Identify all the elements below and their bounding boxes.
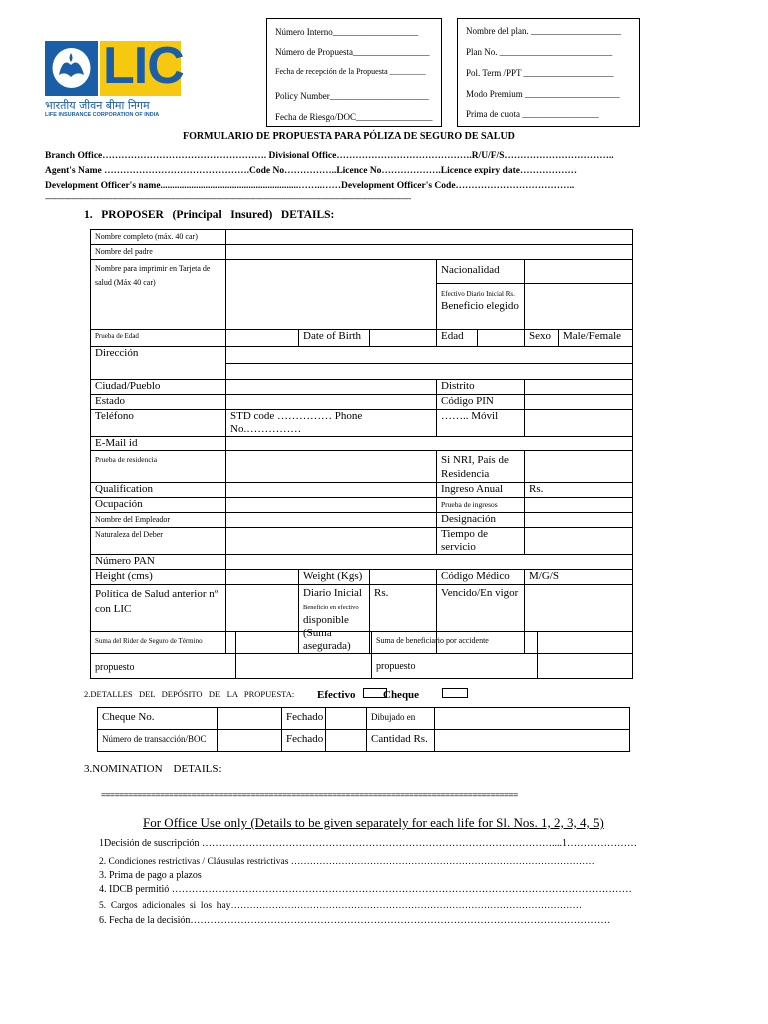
office-use-heading: For Office Use only (Details to be given separately for each life for Sl. Nos. 1, 2, 3, 4, 5) [143,815,604,830]
label-qualification: Qualification [91,483,226,498]
label-weight: Weight (Kgs) [299,570,370,585]
dashed-divider: ------------------------------------------------------------------------------------------------------------------------------------------------------------------------- [45,194,411,203]
label-transaccion: Número de transacción/BOC [98,730,218,752]
input-naturaleza[interactable] [226,528,437,555]
label-email: E-Mail id [91,437,226,451]
label-telefono: Teléfono [91,410,226,437]
office-item-3[interactable]: 3. Prima de pago a plazos [99,870,202,881]
input-prueba-residencia[interactable] [226,451,437,483]
development-officer-line[interactable]: Development Officer's name..........................................................……..……Development Officer's Code……………………………….. [45,181,575,191]
office-reference-box [266,18,442,127]
deposit-table [97,707,630,752]
input-designacion[interactable] [525,513,633,528]
label-empleador: Nombre del Empleador [91,513,226,528]
input-empleador[interactable] [226,513,437,528]
label-dob: Date of Birth [299,330,370,347]
prima-cuota-field[interactable]: Prima de cuota _________________ [466,109,599,119]
label-distrito: Distrito [437,380,525,395]
input-estado[interactable] [226,395,437,410]
hands-lamp-icon [49,45,94,92]
office-item-5[interactable]: 5. Cargos adicionales si los hay………………………………………………………………………………………………… [99,901,582,911]
input-fechado[interactable] [326,708,367,730]
label-dibujado: Dibujado en [367,708,435,730]
policy-number-field[interactable]: Policy Number______________________ [275,91,429,101]
input-efectivo-diario[interactable] [525,284,633,330]
pol-term-field[interactable]: Pol. Term /PPT ____________________ [466,68,614,78]
label-sexo: Sexo [525,330,559,347]
fecha-riesgo-field[interactable]: Fecha de Riesgo/DOC_________________ [275,112,433,122]
label-edad: Edad [437,330,478,347]
label-prueba-residencia: Prueba de residencia [91,451,226,483]
logo-hindi-text: भारतीय जीवन बीमा निगम [45,99,150,112]
input-tiempo-servicio[interactable] [525,528,633,555]
input-distrito[interactable] [525,380,633,395]
label-designacion: Designación [437,513,525,528]
input-prueba-edad[interactable] [226,330,299,347]
numero-interno-field[interactable]: Número Interno___________________ [275,27,419,37]
input-prueba-ingresos[interactable] [525,498,633,513]
input-dibujado[interactable] [435,708,630,730]
label-rider: Suma del Rider de Seguro de Término propuesto [91,632,236,679]
label-diario-inicial: Diario Inicial Beneficio en efectivo disponible (Suma asegurada) [299,585,370,654]
agent-name-line[interactable]: Agent's Name ……………………………………….Code No……………..Licence No……………….Licence expiry date……………… [45,166,577,176]
nombre-plan-field[interactable]: Nombre del plan. ____________________ [466,26,621,36]
numero-propuesta-field[interactable]: Número de Propuesta_________________ [275,47,430,57]
input-fechado-2[interactable] [326,730,367,752]
input-dob[interactable] [370,330,437,347]
input-direccion-1[interactable] [226,347,633,364]
efectivo-label: Efectivo [317,689,356,701]
cheque-checkbox[interactable] [442,688,468,698]
label-height: Height (cms) [91,570,226,585]
double-divider: ============================================================================================ [101,790,518,800]
label-ocupacion: Ocupación [91,498,226,513]
label-accidente: Suma de beneficiario por accidente propuesto [372,632,538,679]
input-edad[interactable] [478,330,525,347]
input-ingreso-anual[interactable]: Rs. [525,483,633,498]
label-efectivo-diario: Efectivo Diario Inicial Rs. Beneficio elegido [437,284,525,330]
input-pin[interactable] [525,395,633,410]
input-nacionalidad[interactable] [525,260,633,284]
section-3-heading: 3.NOMINATION DETAILS: [84,763,222,775]
input-codigo-medico[interactable]: M/G/S [525,570,633,585]
input-nombre-completo[interactable] [226,230,633,245]
input-qualification[interactable] [226,483,437,498]
logo-corp-text: LIFE INSURANCE CORPORATION OF INDIA [45,112,160,118]
input-pan[interactable] [226,555,633,570]
label-fechado-2: Fechado [282,730,326,752]
label-direccion: Dirección [91,347,226,380]
label-fechado: Fechado [282,708,326,730]
rider-table [90,631,633,679]
label-prueba-ingresos: Prueba de ingresos [437,498,525,513]
input-height[interactable] [226,570,299,585]
office-item-4[interactable]: 4. IDCB permitió ………………………………………………………………………………………………………………………… [99,884,632,895]
label-nombre-padre: Nombre del padre [91,245,226,260]
office-item-6[interactable]: 6. Fecha de la decisión……………………………………………………………………………………………………………… [99,915,611,926]
input-accidente[interactable] [538,632,633,679]
office-item-2[interactable]: 2. Condiciones restrictivas / Cláusulas restrictivas …………………………………………………………………………………… [99,857,595,867]
office-item-1[interactable]: 1Decisión de suscripción ……………………………………………………………………………………………....1………………… [99,838,638,849]
logo-wordmark: LIC [103,37,184,95]
label-politica: Política de Salud anterior nº con LIC [91,585,226,654]
plan-details-box [457,18,640,127]
input-sexo[interactable]: Male/Female [559,330,633,347]
modo-premium-field[interactable]: Modo Premium _____________________ [466,89,620,99]
label-pin: Código PIN [437,395,525,410]
input-cantidad[interactable] [435,730,630,752]
label-naturaleza: Naturaleza del Deber [91,528,226,555]
label-nacionalidad: Nacionalidad [437,260,525,284]
input-weight[interactable] [370,570,437,585]
section-2-heading: 2.DETALLES DEL DEPÓSITO DE LA PROPUESTA: [84,689,295,699]
section-1-heading: 1. PROPOSER (Principal Insured) DETAILS: [84,209,335,221]
input-email[interactable] [226,437,633,451]
label-cheque-no: Cheque No. [98,708,218,730]
label-nri: Si NRI, País de Residencia [437,451,525,483]
label-cantidad: Cantidad Rs. [367,730,435,752]
input-ocupacion[interactable] [226,498,437,513]
label-nombre-completo: Nombre completo (máx. 40 car) [91,230,226,245]
label-movil: …….. Móvil [437,410,525,437]
label-vencido: Vencido/En vigor [437,585,525,654]
input-direccion-2[interactable] [226,364,633,380]
label-estado: Estado [91,395,226,410]
branch-office-line[interactable]: Branch Office……………………………………………. Divisional Office…………………………………….R/U/F/S…………………………….. [45,151,614,161]
fecha-recepcion-field[interactable]: Fecha de recepción de la Propuesta _________ [275,67,426,76]
input-cheque-no[interactable] [218,708,282,730]
label-codigo-medico: Código Médico [437,570,525,585]
proposer-details-table [90,229,633,654]
input-nri[interactable] [525,451,633,483]
label-nombre-imprimir: Nombre para imprimir en Tarjeta de salud (Máx 40 car) [91,260,226,330]
cheque-label: Cheque [383,689,420,701]
label-tiempo-servicio: Tiempo de servicio [437,528,525,555]
label-ingreso-anual: Ingreso Anual [437,483,525,498]
plan-no-field[interactable]: Plan No. _________________________ [466,47,613,57]
input-transaccion[interactable] [218,730,282,752]
input-diario-inicial[interactable]: Rs. [370,585,437,654]
input-nombre-imprimir[interactable] [226,260,437,330]
label-ciudad: Ciudad/Pueblo [91,380,226,395]
input-rider[interactable] [236,632,372,679]
input-movil[interactable] [525,410,633,437]
input-nombre-padre[interactable] [226,245,633,260]
input-telefono[interactable]: STD code …………… Phone No.…………… [226,410,437,437]
label-prueba-edad: Prueba de Edad [91,330,226,347]
label-pan: Número PAN [91,555,226,570]
form-title: FORMULARIO DE PROPUESTA PARA PÓLIZA DE SEGURO DE SALUD [183,131,515,142]
input-ciudad[interactable] [226,380,437,395]
